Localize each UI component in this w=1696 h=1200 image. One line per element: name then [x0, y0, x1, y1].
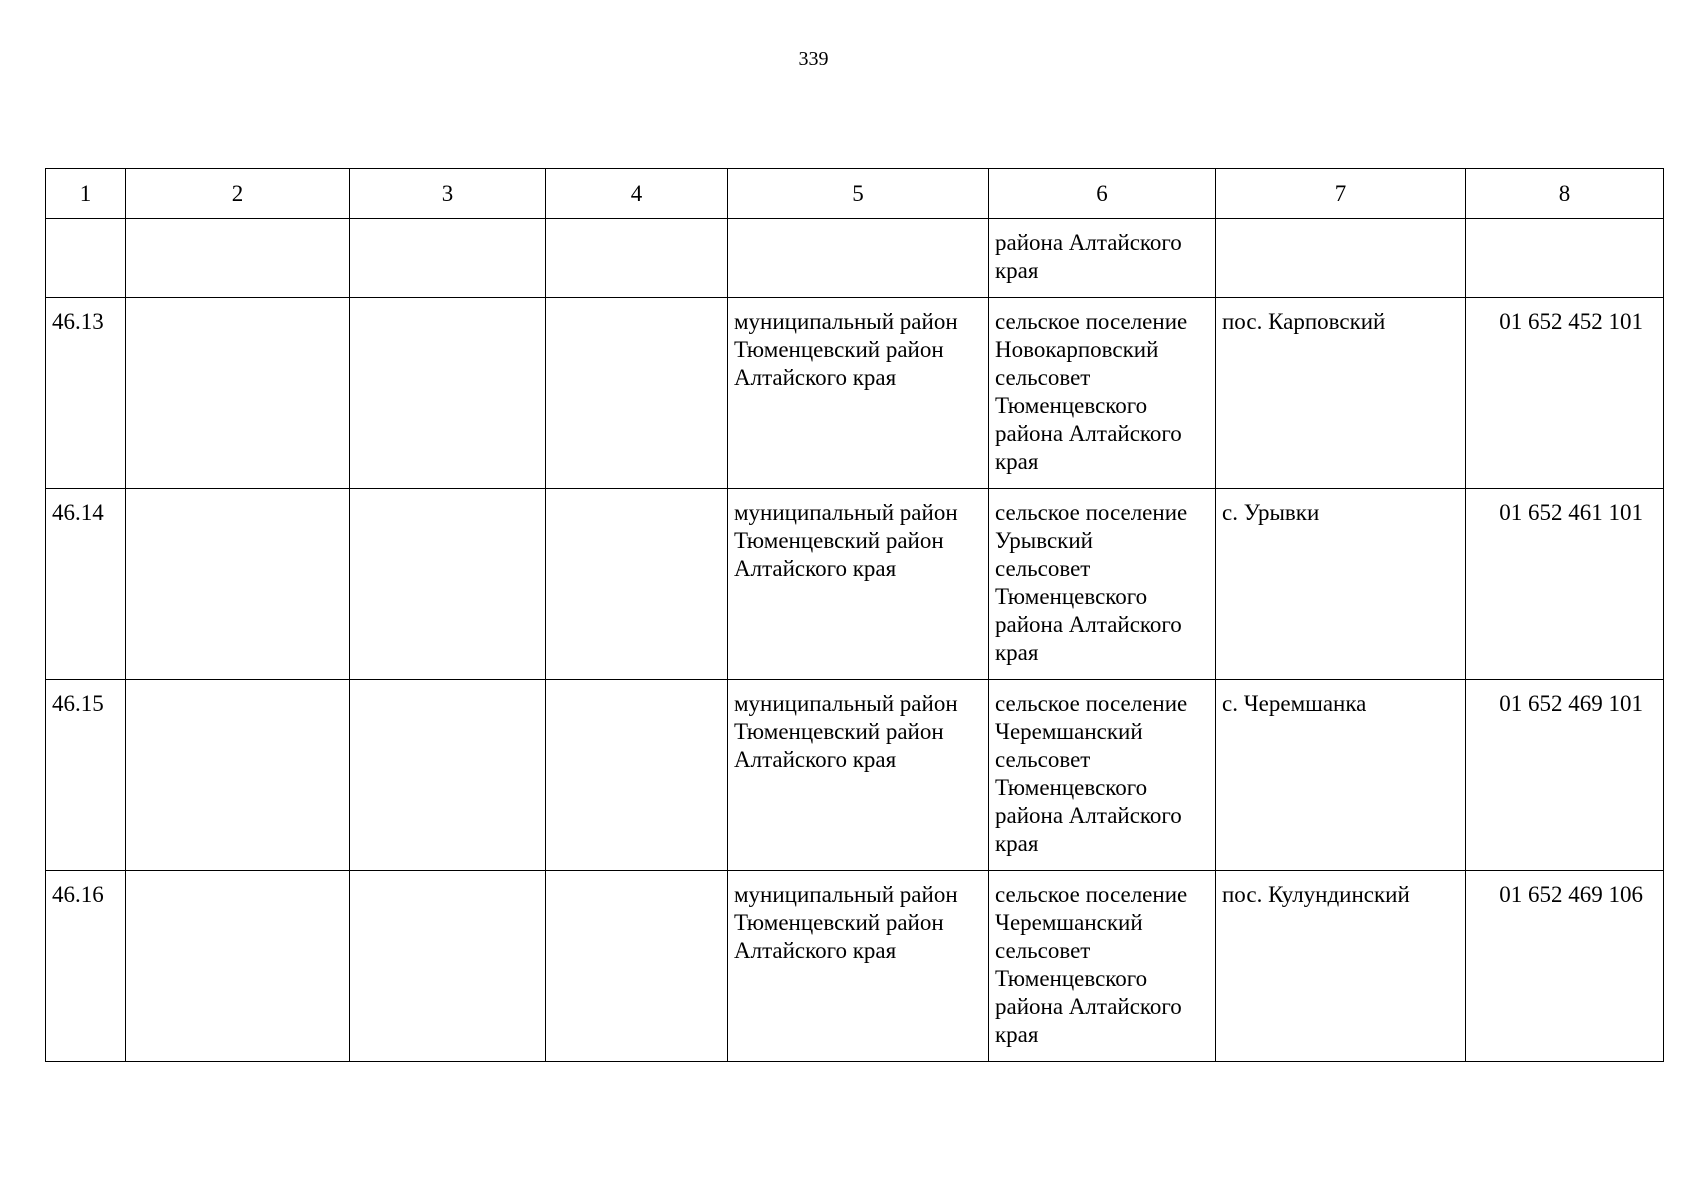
district-cell [728, 298, 989, 489]
column-header-6: 6 [989, 169, 1216, 219]
code-cell [1466, 489, 1664, 680]
table-cell [1466, 219, 1664, 298]
table-cell [728, 219, 989, 298]
locality-text: пос. Кулундинский [1222, 882, 1410, 907]
district-cell [728, 489, 989, 680]
row-number-cell [46, 298, 126, 489]
row-number: 46.14 [52, 500, 104, 525]
table-cell [546, 680, 728, 871]
page-number: 339 [798, 48, 829, 70]
row-number-cell [46, 489, 126, 680]
table-cell [46, 219, 126, 298]
locality-text: с. Черемшанка [1222, 691, 1367, 716]
code-cell [1466, 871, 1664, 1062]
row-number-cell [46, 680, 126, 871]
table-cell [126, 680, 350, 871]
settlement-cell [989, 489, 1216, 680]
table-row [46, 871, 1664, 1062]
settlement-text: сельское поселение Новокарповский сельсовет Тюменцевского района Алтайского края [995, 309, 1188, 474]
locality-text: пос. Карповский [1222, 309, 1386, 334]
locality-text: с. Урывки [1222, 500, 1320, 525]
settlement-text: сельское поселение Урывский сельсовет Тюменцевского района Алтайского края [995, 500, 1188, 665]
row-number-cell [46, 871, 126, 1062]
row-number: 46.13 [52, 309, 104, 334]
column-header-2: 2 [126, 169, 350, 219]
column-header-7: 7 [1216, 169, 1466, 219]
table-cell [350, 680, 546, 871]
settlement-text: сельское поселение Черемшанский сельсовет Тюменцевского района Алтайского края [995, 882, 1188, 1047]
registry-table [45, 168, 1664, 1062]
table-cell [1216, 219, 1466, 298]
oktmo-code: 01 652 461 101 [1499, 500, 1643, 525]
settlement-cell [989, 871, 1216, 1062]
table-cell [350, 298, 546, 489]
code-cell [1466, 680, 1664, 871]
table-cell [350, 871, 546, 1062]
locality-cell [1216, 871, 1466, 1062]
oktmo-code: 01 652 452 101 [1499, 309, 1643, 334]
header-row [46, 169, 1664, 219]
locality-cell [1216, 298, 1466, 489]
table-row [46, 298, 1664, 489]
column-header-3: 3 [350, 169, 546, 219]
district-text: муниципальный район Тюменцевский район Алтайского края [734, 500, 958, 581]
district-text: муниципальный район Тюменцевский район Алтайского края [734, 309, 958, 390]
table-row [46, 680, 1664, 871]
settlement-text: сельское поселение Черемшанский сельсовет Тюменцевского района Алтайского края [995, 691, 1188, 856]
code-cell [1466, 298, 1664, 489]
district-text: муниципальный район Тюменцевский район Алтайского края [734, 882, 958, 963]
table-cell [126, 219, 350, 298]
settlement-cell [989, 298, 1216, 489]
district-cell [728, 871, 989, 1062]
row-number: 46.15 [52, 691, 104, 716]
table-cell [350, 489, 546, 680]
column-header-1: 1 [46, 169, 126, 219]
oktmo-code: 01 652 469 106 [1499, 882, 1643, 907]
district-text: муниципальный район Тюменцевский район Алтайского края [734, 691, 958, 772]
row-number: 46.16 [52, 882, 104, 907]
table-cell [126, 871, 350, 1062]
table-cell [126, 298, 350, 489]
district-cell [728, 680, 989, 871]
table-row [46, 489, 1664, 680]
table-cell [546, 489, 728, 680]
continuation-row [46, 219, 1664, 298]
table-cell [546, 219, 728, 298]
settlement-text: района Алтайского края [995, 230, 1182, 283]
column-header-4: 4 [546, 169, 728, 219]
locality-cell [1216, 489, 1466, 680]
oktmo-code: 01 652 469 101 [1499, 691, 1643, 716]
column-header-8: 8 [1466, 169, 1664, 219]
table-cell [546, 871, 728, 1062]
locality-cell [1216, 680, 1466, 871]
settlement-cell [989, 219, 1216, 298]
table-cell [126, 489, 350, 680]
settlement-cell [989, 680, 1216, 871]
table-cell [350, 219, 546, 298]
table-cell [546, 298, 728, 489]
column-header-5: 5 [728, 169, 989, 219]
